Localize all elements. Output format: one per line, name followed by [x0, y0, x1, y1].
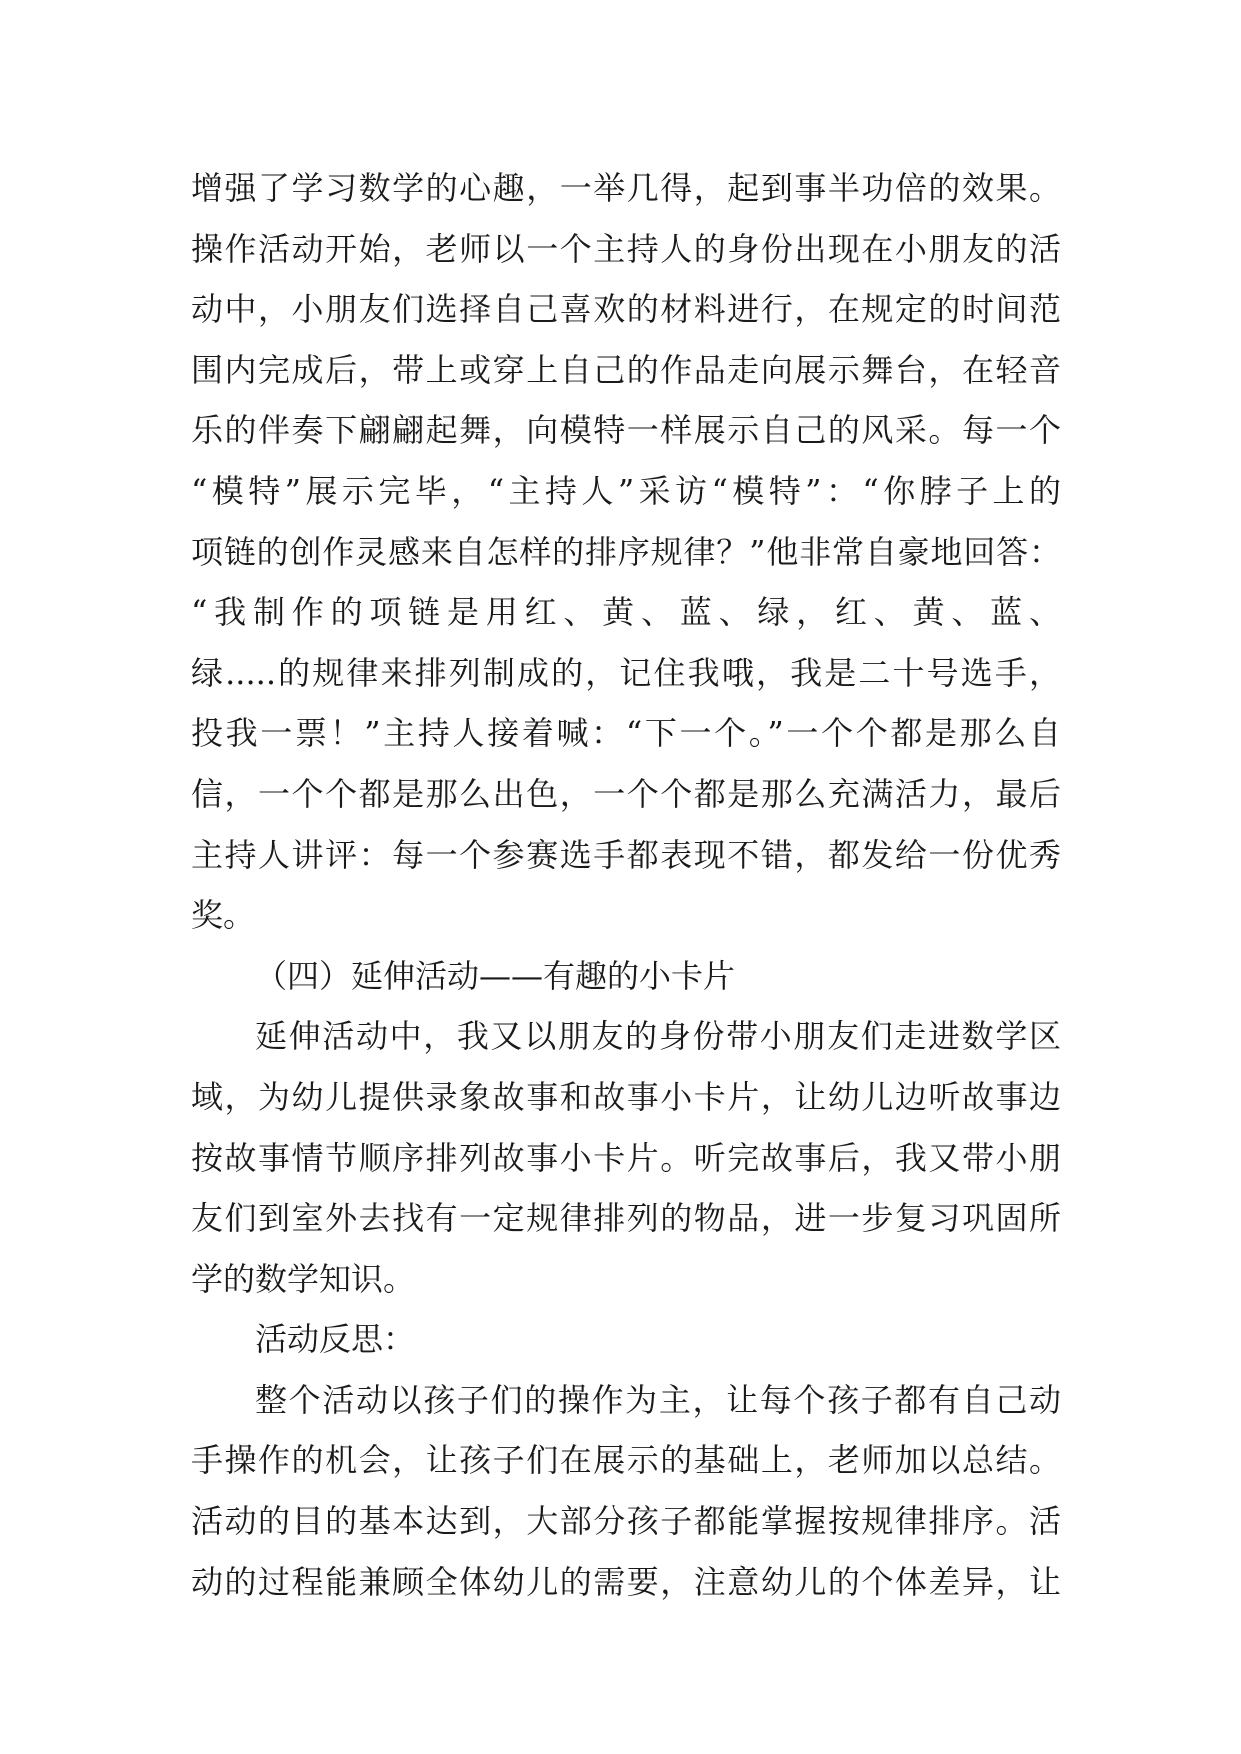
text-line: （四）延伸活动——有趣的小卡片 — [255, 956, 736, 995]
text-line: 延伸活动中，我又以朋友的身份带小朋友们走进数学区 — [255, 1017, 1061, 1056]
text-line: 学的数学知识。 — [191, 1259, 416, 1298]
text-line: 友们到室外去找有一定规律排列的物品，进一步复习巩固所 — [191, 1199, 1061, 1238]
text-line: 手操作的机会，让孩子们在展示的基础上，老师加以总结。 — [191, 1441, 1061, 1480]
text-line: 投我一票！”主持人接着喊：“下一个。”一个个都是那么自 — [191, 714, 1061, 753]
text-line: 动中，小朋友们选择自己喜欢的材料进行，在规定的时间范 — [191, 290, 1061, 329]
text-line: 操作活动开始，老师以一个主持人的身份出现在小朋友的活 — [191, 229, 1061, 268]
text-line: 域，为幼儿提供录象故事和故事小卡片，让幼儿边听故事边 — [191, 1077, 1061, 1116]
text-line: 动的过程能兼顾全体幼儿的需要，注意幼儿的个体差异，让 — [191, 1562, 1061, 1601]
text-line: 活动的目的基本达到，大部分孩子都能掌握按规律排序。活 — [191, 1502, 1061, 1541]
text-line: “我制作的项链是用红、黄、蓝、绿，红、黄、蓝、 — [191, 593, 1061, 632]
text-line: 奖。 — [191, 896, 256, 935]
text-line: 信，一个个都是那么出色，一个个都是那么充满活力，最后 — [191, 774, 1061, 813]
text-line: 活动反思： — [255, 1320, 416, 1359]
text-line: 项链的创作灵感来自怎样的排序规律？”他非常自豪地回答： — [191, 532, 1061, 571]
text-line: 增强了学习数学的心趣，一举几得，起到事半功倍的效果。 — [191, 169, 1061, 207]
text-line: 绿.....的规律来排列制成的，记住我哦，我是二十号选手， — [191, 653, 1061, 692]
text-line: 按故事情节顺序排列故事小卡片。听完故事后，我又带小朋 — [191, 1138, 1061, 1177]
text-line: 整个活动以孩子们的操作为主，让每个孩子都有自己动 — [255, 1380, 1061, 1419]
text-line: “模特”展示完毕，“主持人”采访“模特”：“你脖子上的 — [191, 471, 1061, 510]
body-text — [191, 158, 1061, 1612]
text-line: 围内完成后，带上或穿上自己的作品走向展示舞台，在轻音 — [191, 350, 1061, 389]
text-line: 乐的伴奏下翩翩起舞，向模特一样展示自己的风采。每一个 — [191, 411, 1061, 450]
text-line: 主持人讲评：每一个参赛选手都表现不错，都发给一份优秀 — [191, 835, 1061, 874]
